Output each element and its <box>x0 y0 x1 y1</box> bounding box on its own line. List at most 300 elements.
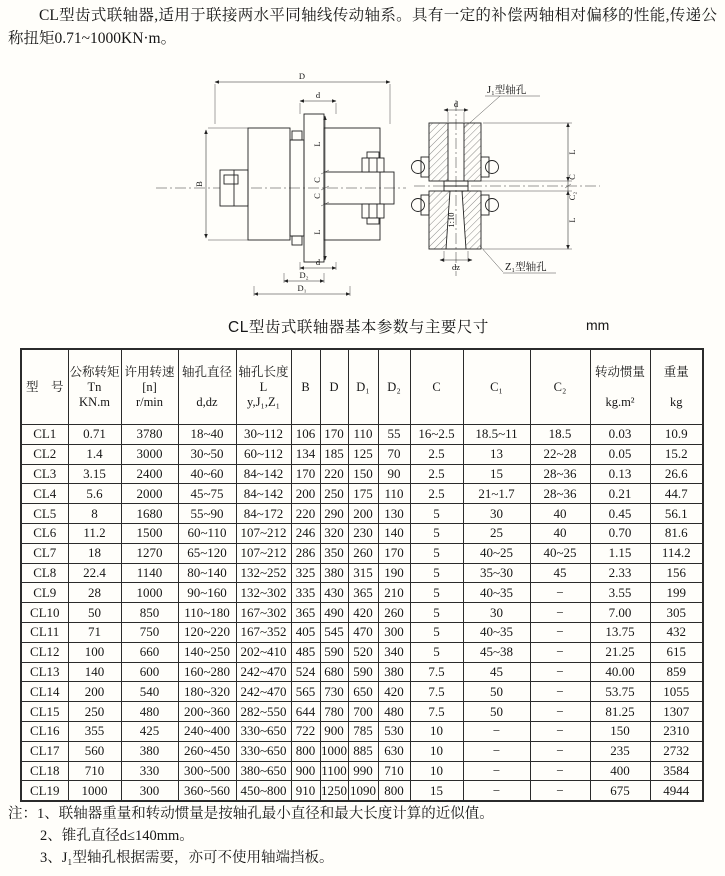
value-cell: 240~400 <box>178 721 236 741</box>
value-cell: 200 <box>68 682 121 702</box>
value-cell: 644 <box>291 702 320 722</box>
value-cell: 21.25 <box>590 642 650 662</box>
value-cell: 250 <box>320 484 348 504</box>
value-cell: 1270 <box>121 543 178 563</box>
value-cell: 0.05 <box>590 444 650 464</box>
value-cell: 40~25 <box>530 543 590 563</box>
value-cell: 18.5~11 <box>463 425 530 445</box>
value-cell: 107~212 <box>236 543 291 563</box>
value-cell: 7.5 <box>410 682 463 702</box>
value-cell: 35~30 <box>463 563 530 583</box>
value-cell: 60~112 <box>236 444 291 464</box>
model-cell: CL11 <box>21 622 68 642</box>
value-cell: 5 <box>410 603 463 623</box>
left-shaft <box>220 170 248 206</box>
table-row <box>21 761 703 781</box>
coupling-diagram <box>148 68 618 306</box>
value-cell: 1000 <box>121 583 178 603</box>
value-cell: 18 <box>68 543 121 563</box>
model-cell: CL6 <box>21 523 68 543</box>
column-header: 重量 kg <box>650 349 703 425</box>
value-cell: 185 <box>320 444 348 464</box>
shaft-hole-view <box>412 83 601 276</box>
value-cell: 40~25 <box>463 543 530 563</box>
value-cell: 200~360 <box>178 702 236 722</box>
value-cell: 0.71 <box>68 425 121 445</box>
value-cell: 30 <box>463 603 530 623</box>
section-view <box>156 71 406 296</box>
value-cell: 990 <box>348 761 378 781</box>
value-cell: 160~280 <box>178 662 236 682</box>
parameters-table <box>20 348 704 802</box>
table-row <box>21 682 703 702</box>
value-cell: 220 <box>291 504 320 524</box>
dim-label-d-top: d <box>315 90 321 100</box>
value-cell: 0.21 <box>590 484 650 504</box>
value-cell: 134 <box>291 444 320 464</box>
value-cell: 1307 <box>650 702 703 722</box>
dim-label-C-lower: C <box>312 193 322 199</box>
value-cell: 0.13 <box>590 464 650 484</box>
value-cell: 25 <box>463 523 530 543</box>
value-cell: 5 <box>410 583 463 603</box>
value-cell: 450~800 <box>236 781 291 801</box>
value-cell: 167~352 <box>236 622 291 642</box>
value-cell: 11.2 <box>68 523 121 543</box>
table-row <box>21 464 703 484</box>
table-row <box>21 702 703 722</box>
value-cell: 1.15 <box>590 543 650 563</box>
value-cell: 3780 <box>121 425 178 445</box>
value-cell: 2400 <box>121 464 178 484</box>
value-cell: 21~1.7 <box>463 484 530 504</box>
value-cell: 140~250 <box>178 642 236 662</box>
value-cell: − <box>530 721 590 741</box>
value-cell: 10.9 <box>650 425 703 445</box>
value-cell: 18.5 <box>530 425 590 445</box>
value-cell: 13 <box>463 444 530 464</box>
value-cell: 5.6 <box>68 484 121 504</box>
value-cell: 210 <box>378 583 410 603</box>
value-cell: 132~252 <box>236 563 291 583</box>
value-cell: 10 <box>410 721 463 741</box>
value-cell: 2.5 <box>410 444 463 464</box>
table-row <box>21 563 703 583</box>
value-cell: 885 <box>348 741 378 761</box>
value-cell: 125 <box>348 444 378 464</box>
value-cell: 70 <box>378 444 410 464</box>
value-cell: 600 <box>121 662 178 682</box>
value-cell: − <box>530 781 590 801</box>
value-cell: 405 <box>291 622 320 642</box>
value-cell: 0.70 <box>590 523 650 543</box>
value-cell: 365 <box>291 603 320 623</box>
value-cell: 180~320 <box>178 682 236 702</box>
value-cell: 50 <box>68 603 121 623</box>
model-cell: CL5 <box>21 504 68 524</box>
value-cell: 530 <box>378 721 410 741</box>
z1-hub <box>412 186 499 249</box>
column-header: C₁ <box>463 349 530 425</box>
value-cell: 13.75 <box>590 622 650 642</box>
value-cell: 170 <box>291 464 320 484</box>
value-cell: 540 <box>121 682 178 702</box>
column-header: 转动惯量 kg.m² <box>590 349 650 425</box>
value-cell: 380 <box>378 662 410 682</box>
value-cell: 1500 <box>121 523 178 543</box>
model-cell: CL1 <box>21 425 68 445</box>
dim-label-d-bottom: d <box>315 257 321 267</box>
value-cell: 485 <box>291 642 320 662</box>
dim-label-B: B <box>194 181 204 187</box>
model-cell: CL9 <box>21 583 68 603</box>
model-cell: CL12 <box>21 642 68 662</box>
value-cell: 170 <box>378 543 410 563</box>
table-row <box>21 543 703 563</box>
table-row <box>21 781 703 801</box>
model-cell: CL2 <box>21 444 68 464</box>
model-cell: CL15 <box>21 702 68 722</box>
value-cell: 325 <box>291 563 320 583</box>
intro-paragraph: CL型齿式联轴器,适用于联接两水平同轴线传动轴系。具有一定的补偿两轴相对偏移的性能,传递公称扭矩0.71~1000KN·m。 <box>8 7 717 47</box>
dim-label-L-j1: L <box>567 149 577 155</box>
model-cell: CL17 <box>21 741 68 761</box>
value-cell: 28~36 <box>530 464 590 484</box>
value-cell: 480 <box>378 702 410 722</box>
z1-hole-label: Z₁型轴孔 <box>505 262 547 273</box>
note-item-2: 2、锥孔直径d≤140mm。 <box>40 828 194 844</box>
value-cell: 650 <box>348 682 378 702</box>
value-cell: 15 <box>463 464 530 484</box>
value-cell: 28~36 <box>530 484 590 504</box>
value-cell: 15 <box>410 781 463 801</box>
model-cell: CL13 <box>21 662 68 682</box>
value-cell: 8 <box>68 504 121 524</box>
value-cell: 106 <box>291 425 320 445</box>
value-cell: − <box>530 583 590 603</box>
value-cell: 28 <box>68 583 121 603</box>
value-cell: − <box>530 662 590 682</box>
table-row <box>21 721 703 741</box>
model-cell: CL19 <box>21 781 68 801</box>
table-row <box>21 662 703 682</box>
value-cell: 330~650 <box>236 741 291 761</box>
value-cell: 630 <box>378 741 410 761</box>
value-cell: − <box>530 642 590 662</box>
value-cell: 722 <box>291 721 320 741</box>
column-header: C <box>410 349 463 425</box>
value-cell: 2.33 <box>590 563 650 583</box>
value-cell: 140 <box>378 523 410 543</box>
model-cell: CL8 <box>21 563 68 583</box>
value-cell: 432 <box>650 622 703 642</box>
value-cell: 10 <box>410 761 463 781</box>
value-cell: 300 <box>121 781 178 801</box>
column-header: D₂ <box>378 349 410 425</box>
table-row <box>21 741 703 761</box>
value-cell: 200 <box>291 484 320 504</box>
dim-label-L-z1: L <box>567 217 577 223</box>
table-row <box>21 583 703 603</box>
column-header: 许用转速 [n] r/min <box>121 349 178 425</box>
value-cell: 40 <box>530 504 590 524</box>
notes-section <box>8 803 494 869</box>
value-cell: 615 <box>650 642 703 662</box>
value-cell: 40~35 <box>463 583 530 603</box>
dim-label-dz: dz <box>451 262 461 272</box>
value-cell: 250 <box>68 702 121 722</box>
value-cell: 300 <box>378 622 410 642</box>
table-row <box>21 444 703 464</box>
j1-hole-label: J₁型轴孔 <box>487 85 527 96</box>
value-cell: 84~142 <box>236 464 291 484</box>
value-cell: − <box>463 741 530 761</box>
column-header: B <box>291 349 320 425</box>
value-cell: 305 <box>650 603 703 623</box>
value-cell: 1.4 <box>68 444 121 464</box>
j1-hub <box>412 123 499 186</box>
value-cell: 100 <box>68 642 121 662</box>
table-title: CL型齿式联轴器基本参数与主要尺寸 <box>228 319 489 336</box>
note-item-1: 1、联轴器重量和转动惯量是按轴孔最小直径和最大长度计算的近似值。 <box>37 806 494 822</box>
value-cell: 286 <box>291 543 320 563</box>
value-cell: 480 <box>121 702 178 722</box>
value-cell: 71 <box>68 622 121 642</box>
value-cell: 81.25 <box>590 702 650 722</box>
value-cell: 55~90 <box>178 504 236 524</box>
value-cell: 380~650 <box>236 761 291 781</box>
value-cell: − <box>463 721 530 741</box>
value-cell: 1055 <box>650 682 703 702</box>
value-cell: − <box>530 603 590 623</box>
value-cell: 560 <box>68 741 121 761</box>
value-cell: 1090 <box>348 781 378 801</box>
value-cell: 3.55 <box>590 583 650 603</box>
value-cell: 710 <box>68 761 121 781</box>
value-cell: 114.2 <box>650 543 703 563</box>
value-cell: 84~172 <box>236 504 291 524</box>
value-cell: 235 <box>590 741 650 761</box>
value-cell: 53.75 <box>590 682 650 702</box>
value-cell: 1000 <box>320 741 348 761</box>
value-cell: 45 <box>463 662 530 682</box>
value-cell: 40.00 <box>590 662 650 682</box>
value-cell: − <box>530 622 590 642</box>
model-cell: CL3 <box>21 464 68 484</box>
value-cell: 26.6 <box>650 464 703 484</box>
table-unit-label: mm <box>586 317 610 333</box>
note-item-3: 3、J₁型轴孔根据需要，亦可不使用轴端挡板。 <box>40 850 334 866</box>
value-cell: 30 <box>463 504 530 524</box>
table-row <box>21 523 703 543</box>
value-cell: 5 <box>410 543 463 563</box>
model-cell: CL4 <box>21 484 68 504</box>
value-cell: 900 <box>320 721 348 741</box>
value-cell: 120~220 <box>178 622 236 642</box>
table-row <box>21 504 703 524</box>
value-cell: 230 <box>348 523 378 543</box>
value-cell: 40~60 <box>178 464 236 484</box>
value-cell: − <box>530 702 590 722</box>
value-cell: 700 <box>348 702 378 722</box>
value-cell: − <box>463 761 530 781</box>
value-cell: 130 <box>378 504 410 524</box>
value-cell: 1140 <box>121 563 178 583</box>
value-cell: 107~212 <box>236 523 291 543</box>
value-cell: 242~470 <box>236 662 291 682</box>
value-cell: 7.5 <box>410 702 463 722</box>
column-header: 轴孔直径 d,dz <box>178 349 236 425</box>
value-cell: 425 <box>121 721 178 741</box>
value-cell: 335 <box>291 583 320 603</box>
value-cell: 1680 <box>121 504 178 524</box>
value-cell: 590 <box>320 642 348 662</box>
value-cell: 10 <box>410 741 463 761</box>
model-cell: CL10 <box>21 603 68 623</box>
value-cell: 45 <box>530 563 590 583</box>
value-cell: 140 <box>68 662 121 682</box>
value-cell: 780 <box>320 702 348 722</box>
value-cell: 150 <box>590 721 650 741</box>
value-cell: 7.5 <box>410 662 463 682</box>
value-cell: 200 <box>348 504 378 524</box>
value-cell: 900 <box>291 761 320 781</box>
value-cell: 785 <box>348 721 378 741</box>
value-cell: 90~160 <box>178 583 236 603</box>
value-cell: 44.7 <box>650 484 703 504</box>
column-header: 公称转矩 Tn KN.m <box>68 349 121 425</box>
value-cell: 800 <box>378 781 410 801</box>
value-cell: 365 <box>348 583 378 603</box>
dim-label-d-right: d <box>453 99 459 109</box>
value-cell: 132~302 <box>236 583 291 603</box>
value-cell: 910 <box>291 781 320 801</box>
value-cell: 1250 <box>320 781 348 801</box>
value-cell: 220 <box>320 464 348 484</box>
value-cell: 65~120 <box>178 543 236 563</box>
value-cell: 320 <box>320 523 348 543</box>
dim-label-C-gap: C <box>567 174 577 180</box>
column-header: D <box>320 349 348 425</box>
value-cell: 40 <box>530 523 590 543</box>
value-cell: 170 <box>320 425 348 445</box>
value-cell: 16~2.5 <box>410 425 463 445</box>
column-header: D₁ <box>348 349 378 425</box>
value-cell: 330 <box>121 761 178 781</box>
value-cell: 110 <box>378 484 410 504</box>
value-cell: 22.4 <box>68 563 121 583</box>
value-cell: − <box>530 741 590 761</box>
notes-prefix: 注： <box>8 806 37 822</box>
taper-label: 1:10 <box>446 212 456 228</box>
value-cell: 5 <box>410 523 463 543</box>
value-cell: 350 <box>320 543 348 563</box>
value-cell: 2000 <box>121 484 178 504</box>
value-cell: − <box>530 761 590 781</box>
value-cell: 167~302 <box>236 603 291 623</box>
value-cell: 7.00 <box>590 603 650 623</box>
table-header-row <box>21 349 703 425</box>
dim-label-D1: D₁ <box>297 283 307 293</box>
column-header: C₂ <box>530 349 590 425</box>
value-cell: 400 <box>590 761 650 781</box>
value-cell: 290 <box>320 504 348 524</box>
value-cell: 260 <box>348 543 378 563</box>
value-cell: 15.2 <box>650 444 703 464</box>
value-cell: 84~142 <box>236 484 291 504</box>
value-cell: 545 <box>320 622 348 642</box>
model-cell: CL14 <box>21 682 68 702</box>
value-cell: 490 <box>320 603 348 623</box>
value-cell: 524 <box>291 662 320 682</box>
value-cell: 150 <box>348 464 378 484</box>
value-cell: 380 <box>121 741 178 761</box>
value-cell: 300~500 <box>178 761 236 781</box>
column-header: 型 号 <box>21 349 68 425</box>
value-cell: 190 <box>378 563 410 583</box>
value-cell: 202~410 <box>236 642 291 662</box>
value-cell: 45~38 <box>463 642 530 662</box>
value-cell: 565 <box>291 682 320 702</box>
model-cell: CL16 <box>21 721 68 741</box>
value-cell: 175 <box>348 484 378 504</box>
table-body <box>21 425 703 802</box>
value-cell: 420 <box>378 682 410 702</box>
model-cell: CL18 <box>21 761 68 781</box>
value-cell: 5 <box>410 642 463 662</box>
table-row <box>21 425 703 445</box>
value-cell: 470 <box>348 622 378 642</box>
value-cell: 4944 <box>650 781 703 801</box>
value-cell: 520 <box>348 642 378 662</box>
value-cell: 340 <box>378 642 410 662</box>
dim-label-L-upper: L <box>312 141 322 147</box>
value-cell: 40~35 <box>463 622 530 642</box>
value-cell: 56.1 <box>650 504 703 524</box>
value-cell: 590 <box>348 662 378 682</box>
left-hub <box>248 128 290 240</box>
value-cell: 315 <box>348 563 378 583</box>
value-cell: 246 <box>291 523 320 543</box>
value-cell: 800 <box>291 741 320 761</box>
dim-label-D: D <box>298 71 306 81</box>
value-cell: 0.45 <box>590 504 650 524</box>
column-header: 轴孔长度 L y,J₁,Z₁ <box>236 349 291 425</box>
dim-label-C2: C₂ <box>567 191 577 201</box>
flange-bolt-bottom <box>292 236 302 245</box>
value-cell: 2.5 <box>410 484 463 504</box>
value-cell: 1100 <box>320 761 348 781</box>
model-cell: CL7 <box>21 543 68 563</box>
value-cell: 110 <box>348 425 378 445</box>
value-cell: 110~180 <box>178 603 236 623</box>
value-cell: 30~112 <box>236 425 291 445</box>
value-cell: 3.15 <box>68 464 121 484</box>
value-cell: 2.5 <box>410 464 463 484</box>
value-cell: 330~650 <box>236 721 291 741</box>
value-cell: 60~110 <box>178 523 236 543</box>
value-cell: 260~450 <box>178 741 236 761</box>
table-row <box>21 642 703 662</box>
value-cell: 660 <box>121 642 178 662</box>
value-cell: 750 <box>121 622 178 642</box>
note-line-1 <box>8 803 494 825</box>
value-cell: 3000 <box>121 444 178 464</box>
value-cell: 420 <box>348 603 378 623</box>
value-cell: 730 <box>320 682 348 702</box>
value-cell: 3584 <box>650 761 703 781</box>
value-cell: 30~50 <box>178 444 236 464</box>
